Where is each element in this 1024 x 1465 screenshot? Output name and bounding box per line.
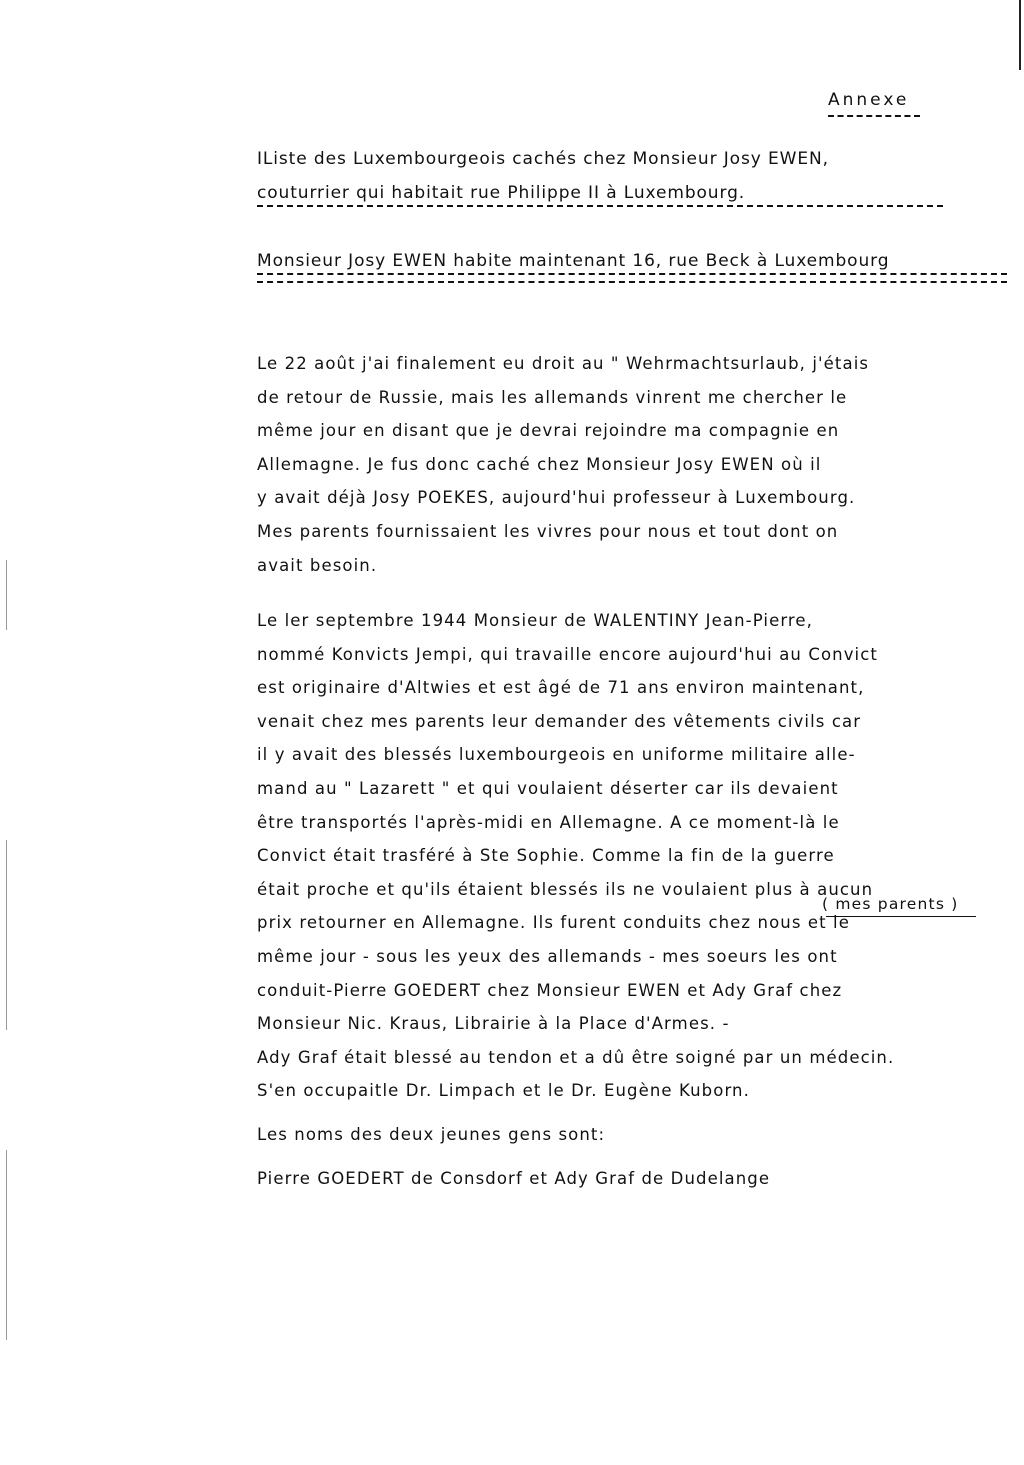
text-line: est originaire d'Altwies et est âgé de 71 ans environ maintenant,: [257, 678, 865, 698]
text-line: conduit-Pierre GOEDERT chez Monsieur EWEN et Ady Graf chez: [257, 980, 843, 1000]
document-title-line-2: couturrier qui habitait rue Philippe II à Luxembourg.: [257, 183, 746, 203]
address-double-underline-bottom: [257, 281, 1007, 283]
text-line: était proche et qu'ils étaient blessés ils ne voulaient plus à aucun: [257, 879, 874, 899]
text-line: Le ler septembre 1944 Monsieur de WALENTINY Jean-Pierre,: [257, 611, 814, 630]
text-line: Monsieur Nic. Kraus, Librairie à la Place d'Armes. -: [257, 1014, 730, 1034]
text-line: il y avait des blessés luxembourgeois en uniforme militaire alle-: [257, 745, 856, 765]
paragraph-4: [257, 1162, 997, 1196]
text-line: mand au " Lazarett " et qui voulaient déserter car ils devaient: [257, 778, 839, 798]
text-line: y avait déjà Josy POEKES, aujourd'hui professeur à Luxembourg.: [257, 488, 856, 508]
insertion-strikeout: [826, 916, 976, 917]
annex-underline: [828, 115, 920, 117]
annex-label: Annexe: [828, 90, 910, 110]
address-note: Monsieur Josy EWEN habite maintenant 16, rue Beck à Luxembourg: [257, 251, 890, 271]
paragraph-3: [257, 1118, 997, 1152]
text-line: de retour de Russie, mais les allemands vinrent me chercher le: [257, 387, 848, 407]
title-underline: [257, 205, 943, 207]
text-line: prix retourner en Allemagne. Ils furent conduits chez nous et le: [257, 913, 850, 933]
text-line: être transportés l'après-midi en Allemagne. A ce moment-là le: [257, 812, 840, 832]
text-line: Mes parents fournissaient les vivres pour nous et tout dont on: [257, 521, 839, 541]
text-line: Convict était trasféré à Ste Sophie. Comme la fin de la guerre: [257, 846, 835, 866]
paragraph-2: [257, 604, 997, 1108]
text-line: même jour - sous les yeux des allemands - mes soeurs les ont: [257, 946, 838, 966]
text-line: Ady Graf était blessé au tendon et a dû être soigné par un médecin.: [257, 1047, 895, 1067]
document-title-line-1: IListe des Luxembourgeois cachés chez Monsieur Josy EWEN,: [257, 149, 829, 169]
address-double-underline-top: [257, 273, 1007, 275]
text-line: venait chez mes parents leur demander des vêtements civils car: [257, 711, 862, 731]
text-line: avait besoin.: [257, 555, 378, 575]
scan-edge-mark: [1019, 0, 1021, 70]
handwritten-insertion: ( mes parents ): [822, 895, 959, 913]
text-line: Allemagne. Je fus donc caché chez Monsieur Josy EWEN où il: [257, 454, 822, 474]
text-line: nommé Konvicts Jempi, qui travaille encore aujourd'hui au Convict: [257, 644, 878, 664]
margin-punch-mark: [6, 560, 7, 630]
paragraph-1: [257, 347, 997, 582]
text-line: Pierre GOEDERT de Consdorf et Ady Graf de Dudelange: [257, 1169, 771, 1188]
text-line: Le 22 août j'ai finalement eu droit au " Wehrmachtsurlaub, j'étais: [257, 354, 870, 373]
text-line: S'en occupaitle Dr. Limpach et le Dr. Eugène Kuborn.: [257, 1081, 750, 1101]
margin-punch-mark: [6, 1150, 7, 1340]
text-line: Les noms des deux jeunes gens sont:: [257, 1125, 606, 1144]
margin-punch-mark: [6, 840, 7, 1030]
text-line: même jour en disant que je devrai rejoindre ma compagnie en: [257, 421, 840, 441]
